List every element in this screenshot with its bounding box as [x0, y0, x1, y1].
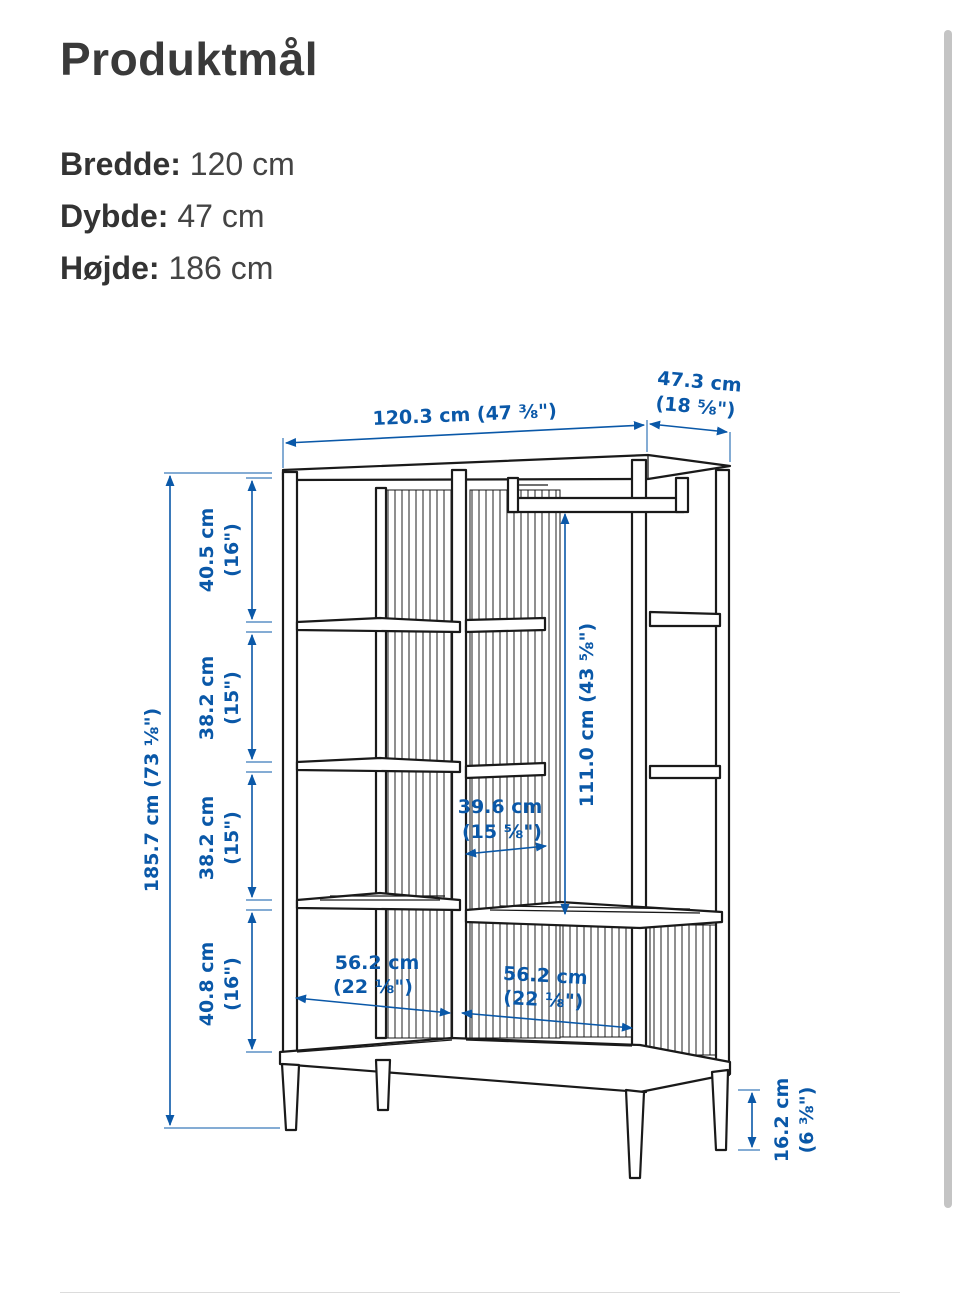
shelf-right-2 [650, 766, 720, 778]
label-right-width-cm: 56.2 cm [502, 962, 589, 990]
label-rail-width-cm: 39.6 cm [457, 796, 543, 818]
label-section2-in: (15") [221, 671, 243, 725]
spec-width [60, 146, 295, 183]
label-leg-height-in: (6 ⅜") [796, 1086, 818, 1154]
front-left-post [283, 472, 297, 1072]
shelf-right-1 [650, 612, 720, 626]
spec-height-value: 186 cm [168, 250, 274, 286]
label-section4-cm: 40.8 cm [196, 941, 218, 1027]
top-frame [283, 455, 730, 480]
leg-back-right [712, 1070, 728, 1150]
depth-dimension-line [650, 424, 727, 432]
spec-width-label: Bredde: [60, 146, 181, 182]
leg-front-right [626, 1090, 644, 1178]
label-total-height: 185.7 cm (73 ⅛") [141, 707, 163, 893]
page-title: Produktmål [60, 33, 319, 85]
label-left-width-cm: 56.2 cm [334, 952, 420, 974]
shelf-middle-1 [466, 618, 545, 632]
section-divider [60, 1292, 900, 1293]
label-section1-in: (16") [221, 523, 243, 577]
spec-height-label: Højde: [60, 250, 160, 286]
label-section4-in: (16") [221, 957, 243, 1011]
shelf-middle-2 [466, 763, 545, 778]
shelf-left-1 [297, 618, 460, 632]
side-slat-panel-right [650, 925, 722, 1055]
spec-width-value: 120 cm [189, 146, 295, 182]
label-depth-line1: 47.3 cm [656, 367, 743, 397]
label-leg-height-cm: 16.2 cm [771, 1077, 793, 1163]
label-section2-cm: 38.2 cm [196, 655, 218, 741]
shelf-left-2 [297, 758, 460, 772]
label-section3-in: (15") [221, 811, 243, 865]
scrollbar[interactable] [944, 30, 952, 1208]
label-total-width: 120.3 cm (47 ⅜") [372, 399, 558, 431]
spec-depth-label: Dybde: [60, 198, 169, 234]
label-rail-width-in: (15 ⅝") [462, 821, 542, 843]
label-left-width-in: (22 ⅛") [333, 976, 413, 998]
width-dimension-line [286, 425, 644, 443]
spec-height [60, 250, 273, 287]
dimension-diagram [0, 340, 960, 1220]
hanging-rail [508, 498, 684, 512]
label-right-width-in: (22 ⅛") [502, 986, 584, 1014]
front-right-post [632, 460, 646, 1092]
spec-depth [60, 198, 264, 235]
label-section1-cm: 40.5 cm [196, 507, 218, 593]
leg-back-left [376, 1060, 390, 1110]
leg-front-left [282, 1064, 299, 1130]
label-depth-line2: (18 ⅝") [654, 392, 737, 422]
label-section3-cm: 38.2 cm [196, 795, 218, 881]
label-hang-height: 111.0 cm (43 ⅝") [576, 622, 598, 808]
spec-depth-value: 47 cm [177, 198, 265, 234]
